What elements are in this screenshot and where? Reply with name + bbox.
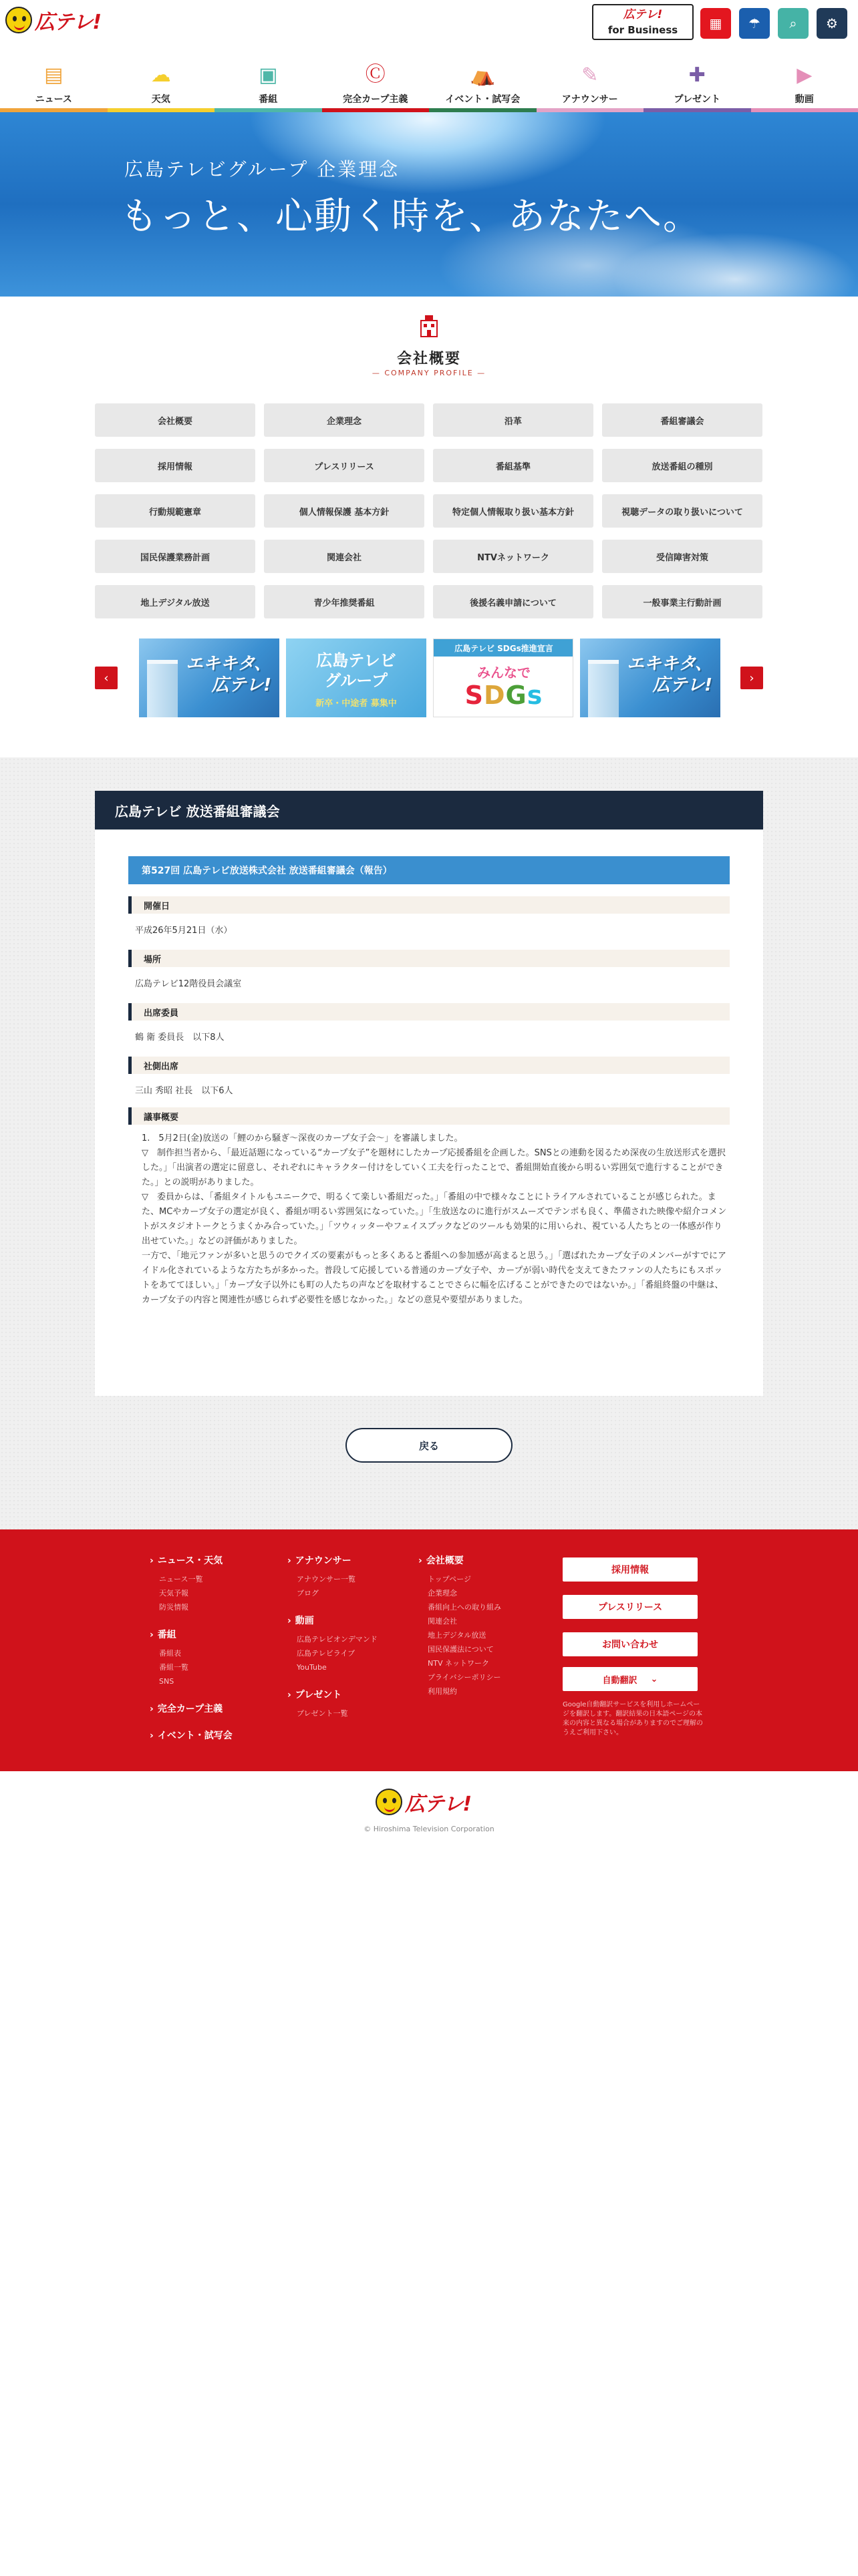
company-link-button[interactable]: 放送番組の種別 [602, 449, 762, 482]
footer-logo[interactable] [376, 1787, 471, 1817]
translate-label: 自動翻訳 [602, 1675, 637, 1686]
banner-recruit-line2: グループ [324, 671, 388, 690]
company-link-button[interactable]: 地上デジタル放送 [95, 585, 255, 618]
nav-label: プレゼント [674, 94, 720, 105]
sdgs-letter: s [527, 681, 543, 710]
place-section-head: 場所 [128, 950, 730, 967]
hero-banner [0, 112, 858, 297]
sdgs-letter: S [464, 681, 484, 710]
footer-link[interactable]: アナウンサー一覧 [297, 1575, 355, 1584]
company-link-button[interactable]: 沿革 [433, 403, 593, 437]
banner-recruit[interactable] [286, 638, 426, 717]
search-button[interactable] [778, 8, 809, 39]
nav-item[interactable] [214, 55, 322, 112]
footer-link[interactable]: 企業理念 [428, 1589, 457, 1598]
event-tent-icon: ⛺ [470, 63, 495, 87]
summary-section-head: 議事概要 [128, 1107, 730, 1125]
footer-link[interactable]: 番組向上への取り組み [428, 1603, 501, 1612]
agenda-item: 1. 5月2日(金)放送の「鯉のから騒ぎ～深夜のカープ女子会～」を審議しました。 [142, 1133, 463, 1143]
site-logo[interactable] [5, 5, 101, 35]
footer-link[interactable]: 番組一覧 [159, 1663, 188, 1672]
banner-recruit-line1: 広島テレビ [316, 651, 396, 670]
nav-item[interactable] [537, 55, 644, 112]
agenda-opinion-note: 一方で、「地元ファンが多いと思うのでクイズの要素がもっと多くあると番組への参加感が高まると思う。」「選ばれたカープ女子のメンバーがすでにアイドル化されているような方たちが多かった。普段して応援している普通のカープ女子や、カープが弱い時代を支えてきたファンの人たちにもスポットをあててほしい。」「カープ女子以外にも町の人たちの声などを取材することでさらに幅を広げることができたのではないか。」「番組終盤の中継は、カープ女子の内容と関連性が感じられず必要性を感じなかった。」などの意見や要望がありました。 [142, 1251, 727, 1305]
search-icon: ⌕ [789, 15, 797, 31]
footer-link[interactable]: 天気予報 [159, 1589, 188, 1598]
banner-ekikita-line2: 広テレ! [652, 675, 712, 695]
company-profile-subtitle: — COMPANY PROFILE — [372, 369, 486, 377]
mascot-face-icon [5, 7, 32, 33]
banner-recruit-title [286, 651, 426, 691]
sdgs-letter: G [505, 681, 527, 710]
company-link-button[interactable]: プレスリリース [264, 449, 424, 482]
company-link-button[interactable]: 行動規範憲章 [95, 494, 255, 528]
translate-select[interactable] [563, 1667, 698, 1691]
footer-link[interactable]: ブログ [297, 1589, 319, 1598]
chevron-right-icon: › [749, 671, 754, 685]
footer-heading-programs[interactable]: › 番組 [150, 1628, 233, 1641]
carp-logo-icon: Ⓒ [365, 63, 386, 86]
nav-item[interactable] [0, 55, 108, 112]
date-section-head: 開催日 [128, 896, 730, 914]
date-value: 平成26年5月21日（水） [135, 926, 233, 936]
nav-item[interactable] [751, 55, 858, 112]
settings-button[interactable] [817, 8, 847, 39]
agenda-producer-note: ▽ 制作担当者から、「最近話題になっている“カープ女子”を題材にしたカープ応援番組を企画した。SNSとの連動を図るため深夜の生放送形式を選択した。」「出演者の選定に留意し、それぞれにキャラクター付けをしていく工夫を行ったことで、番組開始直後から明るい雰囲気で進行することができた。」との説明がありました。 [142, 1148, 726, 1187]
footer-link[interactable]: プレゼント一覧 [297, 1709, 348, 1718]
banner-sdgs[interactable] [433, 638, 573, 717]
footer-press-button[interactable]: プレスリリース [563, 1595, 698, 1619]
company-link-button[interactable]: 企業理念 [264, 403, 424, 437]
banner-ekikita-line1: エキキタ、 [185, 654, 271, 674]
footer-col-3 [418, 1553, 501, 1698]
weather-button[interactable] [739, 8, 770, 39]
footer-link[interactable]: 番組表 [159, 1649, 181, 1658]
for-business-label: for Business [607, 24, 678, 36]
main-nav [0, 55, 858, 112]
report-card [95, 791, 763, 1396]
nav-item[interactable] [322, 55, 430, 112]
for-business-button[interactable] [592, 4, 694, 40]
nav-label: 番組 [259, 94, 278, 105]
company-link-button[interactable]: 一般事業主行動計画 [602, 585, 762, 618]
report-heading: 広島テレビ 放送番組審議会 [95, 791, 763, 830]
umbrella-icon: ☂ [748, 15, 760, 31]
video-icon: ▶ [797, 63, 813, 87]
sdgs-letters [465, 681, 543, 710]
company-section-head: 社側出席 [128, 1057, 730, 1074]
footer-heading-present[interactable]: › プレゼント [287, 1688, 378, 1701]
microphone-icon: ✎ [581, 63, 599, 87]
agenda-committee-note: ▽ 委員からは、「番組タイトルもユニークで、明るくて楽しい番組だった。」「番組の中で様々なことにトライアルされていることが感じられた。また、MCやカープ女子の選定が良く、番組が明るい雰囲気になっていた。」「生放送なのに進行がスムーズでテンポも良く、準備された映像や紹介コメントがスタジオトークとうまくかみ合っていた。」「ツウィッターやフェイスブックなどのツールも効果的に用いられ、視ている人たちとの一体感が作り出せていた。」などの評価がありました。 [142, 1192, 727, 1246]
footer-recruit-button[interactable]: 採用情報 [563, 1557, 698, 1582]
company-link-button[interactable]: 番組基準 [433, 449, 593, 482]
place-value: 広島テレビ12階役員会議室 [135, 979, 242, 989]
footer-link[interactable]: プライバシーポリシー [428, 1673, 501, 1682]
footer-heading-announcers[interactable]: › アナウンサー [287, 1553, 378, 1567]
company-link-button[interactable]: 後援名義申請について [433, 585, 593, 618]
company-links-grid [95, 403, 763, 618]
calendar-icon: ▦ [709, 15, 722, 31]
footer-link[interactable]: SNS [159, 1677, 174, 1686]
nav-item[interactable] [429, 55, 537, 112]
banner-ekikita-text [186, 653, 271, 696]
footer-link[interactable]: 国民保護法について [428, 1645, 494, 1654]
copyright: © Hiroshima Television Corporation [364, 1825, 494, 1833]
footer-heading-news[interactable]: › ニュース・天気 [150, 1553, 233, 1567]
banner-recruit-sub: 新卒・中途者 募集中 [315, 699, 397, 709]
site-footer [0, 1529, 858, 1771]
company-link-button[interactable]: 視聴データの取り扱いについて [602, 494, 762, 528]
hero-title: もっと、心動く時を、あなたへ。 [120, 195, 702, 238]
footer-link[interactable]: 防災情報 [159, 1603, 188, 1612]
back-button[interactable]: 戻る [345, 1428, 513, 1463]
chevron-down-icon: ⌄ [650, 1674, 658, 1684]
site-header [0, 0, 858, 55]
nav-label: ニュース [35, 94, 72, 105]
for-business-logo: 広テレ! [623, 8, 663, 21]
building-illustration [588, 660, 619, 717]
company-link-button[interactable]: 番組審議会 [602, 403, 762, 437]
footer-link[interactable]: 地上デジタル放送 [428, 1631, 486, 1640]
logo-text: 広テレ! [35, 11, 102, 34]
company-link-button[interactable]: 採用情報 [95, 449, 255, 482]
nav-label: イベント・試写会 [445, 94, 521, 105]
carousel-next-button[interactable] [740, 667, 763, 689]
footer-col-2 [287, 1553, 378, 1720]
footer-heading-video[interactable]: › 動画 [287, 1614, 378, 1627]
footer-col-1 [150, 1553, 233, 1747]
footer-link[interactable]: 利用規約 [428, 1687, 457, 1696]
company-link-button[interactable]: 国民保護業務計画 [95, 540, 255, 573]
footer-link[interactable]: 広島テレビライブ [297, 1649, 355, 1658]
building-icon [417, 314, 441, 338]
footer-logo-text: 広テレ! [405, 1793, 472, 1816]
news-icon: ▤ [44, 63, 63, 87]
company-value: 三山 秀昭 社長 以下6人 [135, 1086, 233, 1096]
footer-link[interactable]: YouTube [297, 1663, 327, 1672]
banner-sdgs-logo [434, 681, 573, 710]
gift-icon: ✚ [688, 63, 706, 87]
banner-ekikita-text [627, 653, 712, 696]
building-illustration [147, 660, 178, 717]
banner-sdgs-header: 広島テレビ SDGs推進宣言 [434, 639, 573, 657]
footer-link[interactable]: ニュース一覧 [159, 1575, 203, 1584]
footer-link[interactable]: NTV ネットワーク [428, 1659, 489, 1668]
company-link-button[interactable]: 会社概要 [95, 403, 255, 437]
footer-link[interactable]: 広島テレビオンデマンド [297, 1635, 378, 1644]
banner-sdgs-mid: みんなで [477, 665, 531, 681]
banner-carousel [95, 638, 763, 717]
nav-label: 完全カープ主義 [343, 94, 408, 105]
hero-subtitle: 広島テレビグループ 企業理念 [124, 158, 400, 180]
agenda-body [142, 1131, 730, 1308]
footer-heading-carp[interactable]: › 完全カープ主義 [150, 1702, 233, 1715]
banner-ekikita-line2: 広テレ! [211, 675, 271, 695]
translate-note: Google自動翻訳サービスを利用しホームページを翻訳します。翻訳結果の日本語ページの本来の内容と異なる場合がありますのでご理解のうえご利用下さい。 [563, 1701, 703, 1736]
company-link-button[interactable]: 関連会社 [264, 540, 424, 573]
calendar-button[interactable] [700, 8, 731, 39]
banner-ekikita-1[interactable] [139, 638, 279, 717]
nav-item[interactable] [644, 55, 751, 112]
nav-item[interactable] [108, 55, 215, 112]
mascot-face-icon [376, 1789, 402, 1815]
company-profile-title: 会社概要 [396, 351, 461, 367]
company-link-button[interactable]: 青少年推奨番組 [264, 585, 424, 618]
company-link-button[interactable]: 特定個人情報取り扱い基本方針 [433, 494, 593, 528]
footer-link[interactable]: トップページ [428, 1575, 472, 1584]
weather-icon: ☁ [150, 63, 171, 87]
nav-label: アナウンサー [561, 94, 618, 105]
company-link-button[interactable]: NTVネットワーク [433, 540, 593, 573]
banner-ekikita-2[interactable] [580, 638, 720, 717]
company-link-button[interactable]: 受信障害対策 [602, 540, 762, 573]
carousel-prev-button[interactable] [95, 667, 118, 689]
footer-contact-button[interactable]: お問い合わせ [563, 1632, 698, 1656]
tv-program-icon: ▣ [259, 63, 278, 87]
footer-link[interactable]: 関連会社 [428, 1617, 457, 1626]
gear-icon: ⚙ [826, 15, 838, 31]
members-section-head: 出席委員 [128, 1003, 730, 1021]
banner-ekikita-line1: エキキタ、 [626, 654, 712, 674]
footer-heading-events[interactable]: › イベント・試写会 [150, 1728, 233, 1742]
nav-label: 動画 [795, 94, 814, 105]
nav-label: 天気 [151, 94, 170, 105]
sdgs-letter: D [484, 681, 506, 710]
report-title-bar: 第527回 広島テレビ放送株式会社 放送番組審議会（報告） [128, 856, 730, 884]
members-value: 鶴 衛 委員長 以下8人 [135, 1033, 225, 1043]
company-link-button[interactable]: 個人情報保護 基本方針 [264, 494, 424, 528]
footer-heading-company[interactable]: › 会社概要 [418, 1553, 501, 1567]
chevron-left-icon: ‹ [104, 671, 109, 685]
